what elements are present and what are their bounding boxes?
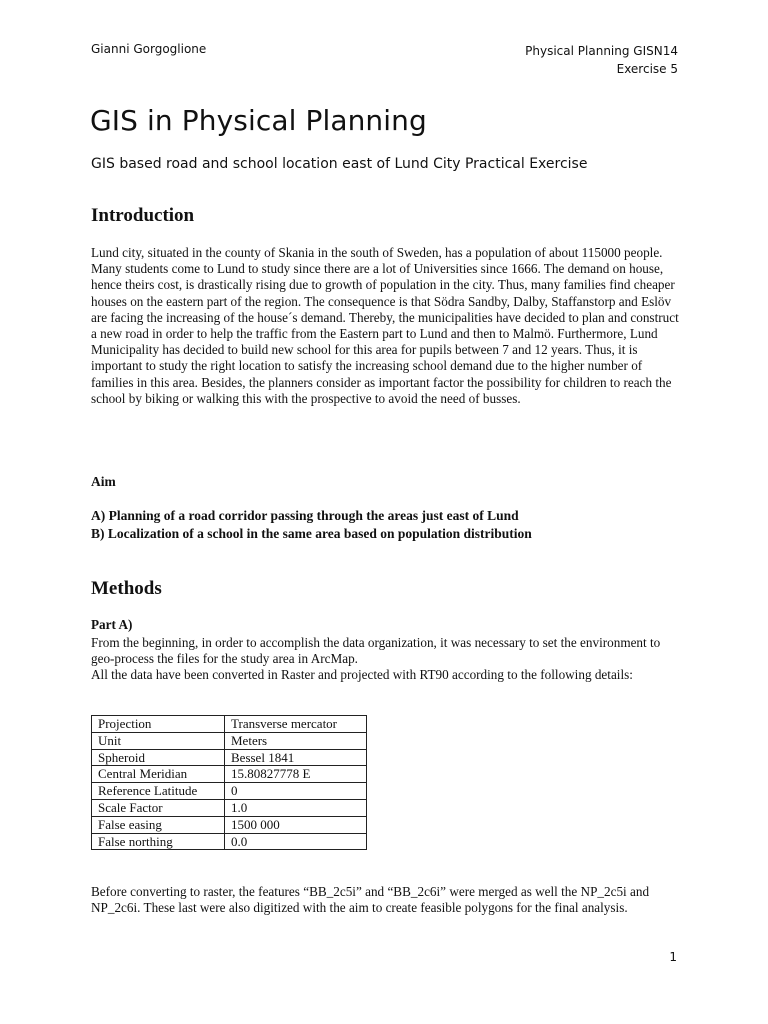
- table-row: [92, 766, 367, 783]
- table-row: [92, 799, 367, 816]
- aim-heading: Aim: [91, 474, 116, 489]
- table-value: 0: [225, 783, 367, 800]
- document-subtitle: GIS based road and school location east of Lund City Practical Exercise: [91, 156, 588, 172]
- document-title: GIS in Physical Planning: [90, 104, 427, 137]
- methods-text-1: From the beginning, in order to accomplish the data organization, it was necessary to set the environment to geo-process the files for the study area in ArcMap.: [91, 635, 661, 667]
- table-value: 1.0: [225, 799, 367, 816]
- part-a-label: Part A): [91, 617, 133, 632]
- table-key: Spheroid: [92, 749, 225, 766]
- aim-list: [91, 507, 532, 543]
- header-exercise: Exercise 5: [616, 62, 678, 76]
- table-row: [92, 749, 367, 766]
- header-course: Physical Planning GISN14: [525, 44, 678, 58]
- merge-paragraph: Before converting to raster, the features “BB_2c5i” and “BB_2c6i” were merged as well the NP_2c5i and NP_2c6i. These last were also digitized with the aim to create feasible polygons for the final analysis.: [91, 884, 650, 916]
- table-row: [92, 732, 367, 749]
- introduction-heading: Introduction: [91, 205, 195, 226]
- table-value: Meters: [225, 732, 367, 749]
- aim-item-a: A) Planning of a road corridor passing through the areas just east of Lund: [91, 508, 519, 523]
- methods-text-2: All the data have been converted in Raster and projected with RT90 according to the following details:: [91, 667, 633, 683]
- table-key: False easing: [92, 816, 225, 833]
- table-key: Projection: [92, 716, 225, 733]
- header-author: Gianni Gorgoglione: [91, 42, 207, 56]
- table-key: Scale Factor: [92, 799, 225, 816]
- methods-heading: Methods: [91, 578, 162, 599]
- table-value: 1500 000: [225, 816, 367, 833]
- table-value: Bessel 1841: [225, 749, 367, 766]
- table-key: Unit: [92, 732, 225, 749]
- table-value: 0.0: [225, 833, 367, 850]
- header-course-info: [525, 42, 678, 78]
- page-number: 1: [669, 950, 677, 964]
- table-key: Reference Latitude: [92, 783, 225, 800]
- table-row: [92, 716, 367, 733]
- table-row: [92, 833, 367, 850]
- table-value: Transverse mercator: [225, 716, 367, 733]
- methods-paragraph: [91, 635, 681, 684]
- introduction-paragraph: Lund city, situated in the county of Skania in the south of Sweden, has a population of about 115000 people. Many students come to Lund to study since there are a lot of Universities since 1666. The demand on house, hence theirs cost, is drastically rising due to growth of population in the city. Thus, many families find cheaper houses on the eastern part of the region. The consequence is that Södra Sandby, Dalby, Staffanstorp and Eslöv are facing the increasing of the house´s demand. Thereby, the municipalities have decided to plan and construct a new road in order to help the traffic from the Eastern part to Lund and then to Malmö. Furthermore, Lund Municipality has decided to build new school for this area for pupils between 7 and 12 years. Thus, it is important to study the right location to satisfy the increasing school demand due to the higher number of families in this area. Besides, the planners consider as important factor the possibility for children to reach the school by biking or walking this with the prospective to avoid the need of busses.: [91, 245, 679, 406]
- table-value: 15.80827778 E: [225, 766, 367, 783]
- aim-item-b: B) Localization of a school in the same area based on population distribution: [91, 526, 532, 541]
- table-row: [92, 783, 367, 800]
- projection-table: [91, 715, 367, 850]
- table-row: [92, 816, 367, 833]
- table-key: False northing: [92, 833, 225, 850]
- table-key: Central Meridian: [92, 766, 225, 783]
